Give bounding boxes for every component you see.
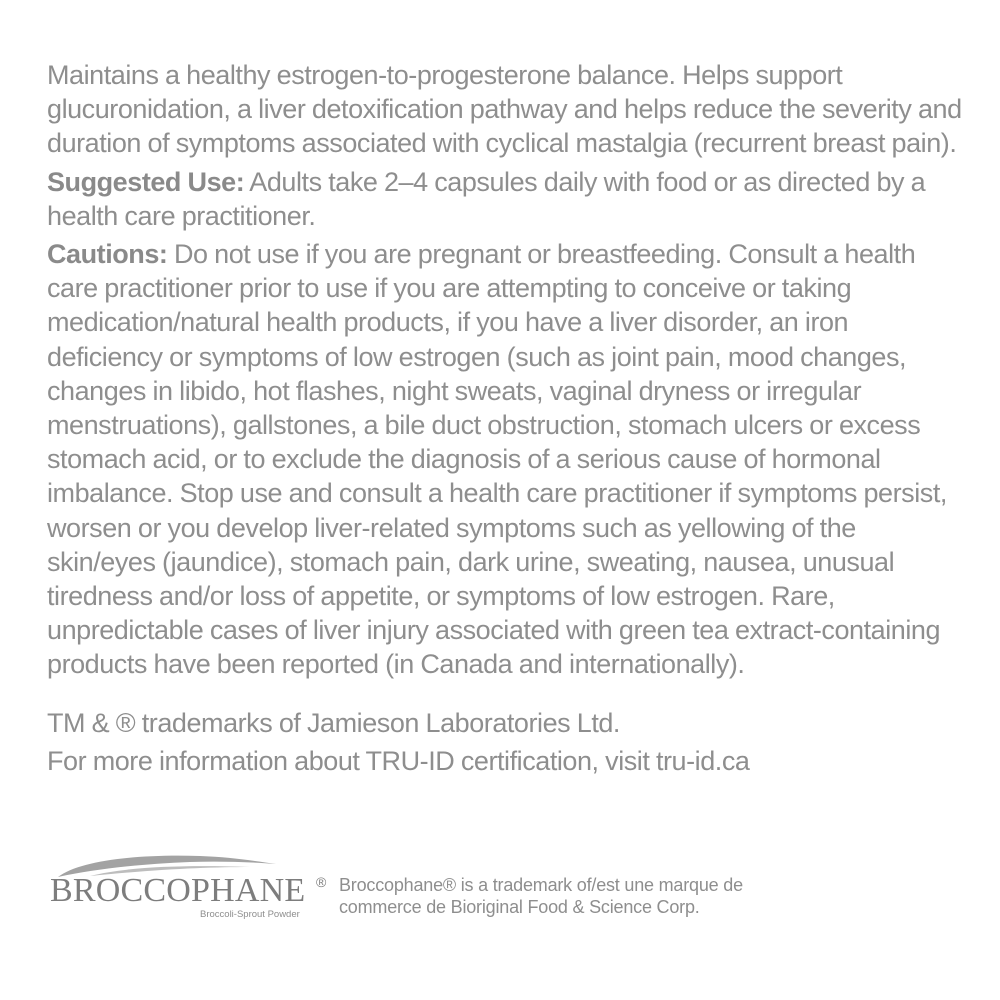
cautions-text: Do not use if you are pregnant or breastfeeding. Consult a health care practitioner prior to use if you are attempting to conceive or taking medication/natural health products, if you have a liver disorder, an iron deficiency or symptoms of low estrogen (such as joint pain, mood changes, changes in libido, hot flashes, night sweats, vaginal dryness or irregular menstruations), gallstones, a bile duct obstruction, stomach ulcers or excess stomach acid, or to exclude the diagnosis of a serious cause of hormonal imbalance. Stop use and consult a health care practitioner if symptoms persist, worsen or you develop liver-related symptoms such as yellowing of the skin/eyes (jaundice), stomach pain, dark urine, sweating, nausea, unusual tiredness and/or loss of appetite, or symptoms of low estrogen. Rare, unpredictable cases of liver injury associated with green tea extract-containing products have been reported (in Canada and internationally).	[47, 239, 947, 680]
cautions-paragraph	[47, 237, 962, 682]
trademark-notice: TM & ® trademarks of Jamieson Laboratories Ltd.	[47, 707, 620, 738]
suggested-use-text: Adults take 2–4 capsules daily with food or as directed by a health care practitioner.	[47, 166, 926, 231]
product-label-text	[47, 58, 962, 778]
intro-paragraph: Maintains a healthy estrogen-to-progesterone balance. Helps support glucuronidation, a liver detoxification pathway and helps reduce the severity and duration of symptoms associated with cyclical mastalgia (recurrent breast pain).	[47, 60, 962, 159]
section-spacer	[47, 682, 962, 706]
broccophane-logo	[50, 852, 340, 922]
logo-registered-mark: ®	[316, 874, 327, 890]
logo-tagline: Broccoli-Sprout Powder	[200, 909, 300, 920]
trademark-note-line-2: commerce de Bioriginal Food & Science Corp.	[339, 897, 700, 917]
suggested-use-paragraph	[47, 165, 962, 233]
certification-notice: For more information about TRU-ID certification, visit tru-id.ca	[47, 745, 750, 776]
broccophane-trademark-note	[339, 874, 743, 918]
cautions-heading: Cautions:	[47, 239, 168, 270]
logo-wordmark: BROCCOPHANE	[50, 872, 306, 909]
suggested-use-heading: Suggested Use:	[47, 166, 245, 197]
trademark-note-line-1: Broccophane® is a trademark of/est une marque de	[339, 875, 743, 895]
